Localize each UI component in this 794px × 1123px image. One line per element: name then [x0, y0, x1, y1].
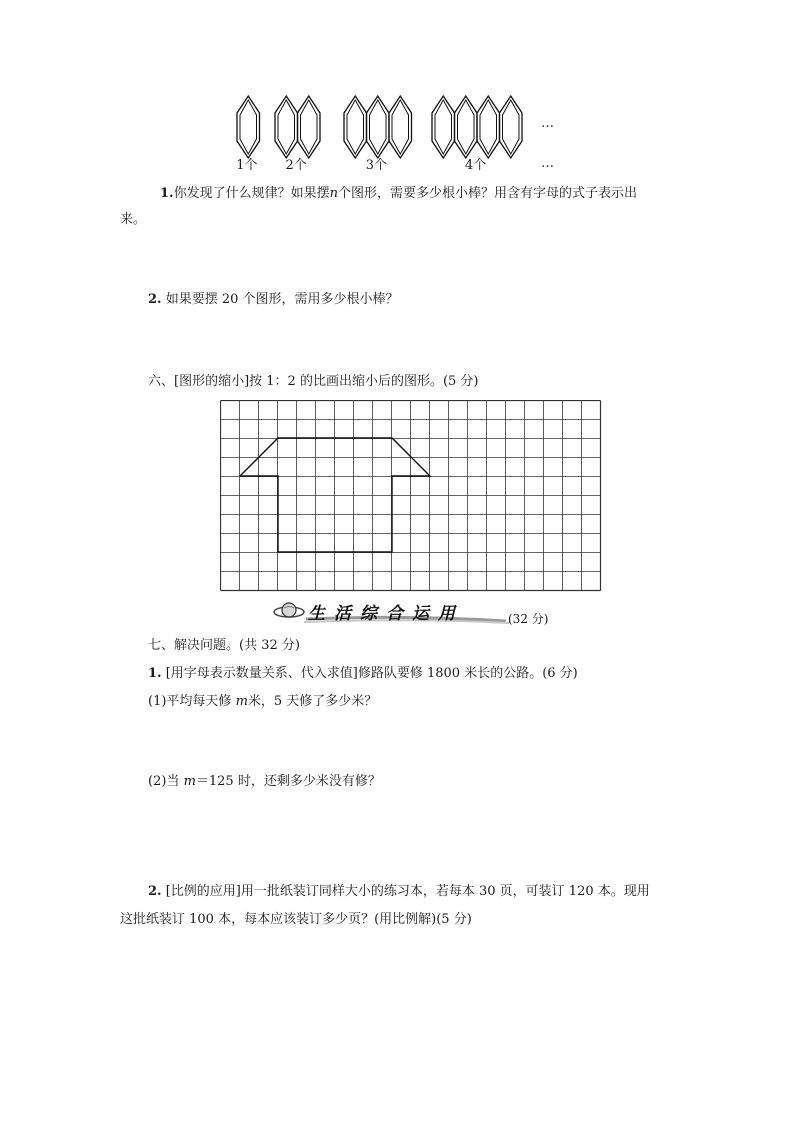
- q5-sub1-variable: n: [329, 186, 338, 201]
- q6-heading: 六、[图形的缩小]按 1：2 的比画出缩小后的图形。(5 分): [148, 374, 479, 389]
- banner-score: (32 分): [508, 612, 549, 626]
- q5-sub1-line2: 来。: [120, 212, 147, 227]
- hexagon-inner: [278, 100, 295, 154]
- hexagon-groups: [237, 96, 522, 158]
- q5-sub1-number: 1.: [160, 186, 174, 201]
- q7-p1-text: [用字母表示数量关系、代入求值]修路队要修 1800 米长的公路。(6 分): [165, 666, 578, 681]
- hexagon-inner: [347, 100, 364, 154]
- q7-p1: [148, 664, 578, 684]
- q7-p1-part1-var: m: [235, 694, 248, 709]
- q5-sub1-line1: [160, 184, 637, 204]
- pattern-label: 4个: [465, 158, 487, 173]
- grid-figure: [220, 400, 602, 592]
- q7-p1-part1-a: (1)平均每天修: [148, 694, 232, 709]
- q7-p1-part2-var: m: [183, 774, 196, 789]
- planet-icon: [272, 598, 306, 624]
- q7-p1-part2: [148, 772, 381, 792]
- hexagon-inner: [503, 100, 520, 154]
- q5-sub2: [148, 290, 399, 310]
- q7-p2-line1: [148, 882, 650, 902]
- q5-sub1-text-a: 你发现了什么规律？如果摆: [173, 186, 330, 201]
- ellipsis-bottom: …: [541, 156, 554, 171]
- q5-sub2-text: 如果要摆 20 个图形，需用多少根小棒？: [165, 292, 399, 307]
- q7-p1-part1: [148, 692, 377, 712]
- q7-p2-line1-text: [比例的应用]用一批纸装订同样大小的练习本，若每本 30 页，可装订 120 本。现用: [165, 884, 650, 899]
- section-banner: [266, 597, 516, 625]
- q5-sub2-number: 2.: [148, 292, 162, 307]
- ellipsis-top: …: [541, 116, 554, 131]
- q7-p1-part1-b: 米，5 天修了多少米？: [247, 694, 378, 709]
- shape-outline: [240, 438, 430, 552]
- hexagon-inner: [370, 100, 387, 154]
- pattern-label: 3个: [365, 158, 388, 173]
- pattern-label: 1个: [236, 158, 258, 173]
- q7-p1-part2-b: ＝125 时，还剩多少米没有修？: [195, 774, 381, 789]
- stick-pattern-figure: [0, 0, 794, 180]
- q7-p1-number: 1.: [148, 666, 162, 681]
- q5-sub1-text-b: 个图形，需要多少根小棒？用含有字母的式子表示出: [337, 186, 637, 201]
- q7-p1-part2-a: (2)当: [148, 774, 180, 789]
- q7-heading: 七、解决问题。(共 32 分): [148, 638, 300, 653]
- hexagon-inner: [240, 100, 257, 154]
- hexagon-inner: [435, 100, 452, 154]
- pattern-label: 2个: [285, 158, 307, 173]
- hexagon-inner: [392, 100, 409, 154]
- q7-p2-number: 2.: [148, 884, 162, 899]
- hexagon-inner: [480, 100, 497, 154]
- banner-title: 生活综合运用: [308, 604, 464, 624]
- q7-p2-line2: 这批纸装订 100 本，每本应该装订多少页？(用比例解)(5 分): [120, 912, 472, 927]
- hexagon-inner: [458, 100, 475, 154]
- hexagon-inner: [301, 100, 318, 154]
